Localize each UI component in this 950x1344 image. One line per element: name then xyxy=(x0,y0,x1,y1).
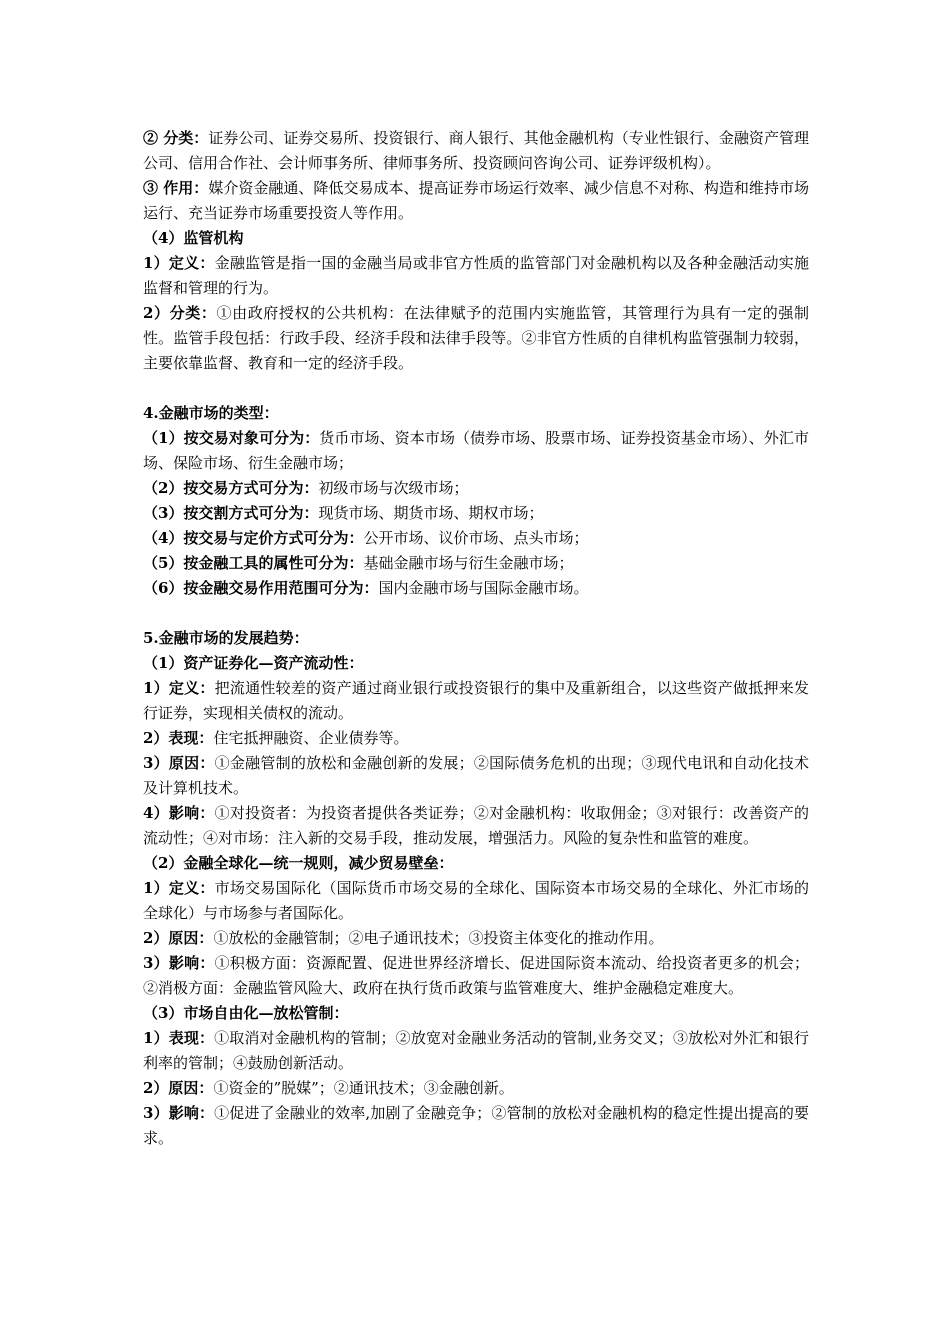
trend-heading: （2）金融全球化—统一规则，减少贸易壁垒： xyxy=(143,854,454,872)
market-type-text: 国内金融市场与国际金融市场。 xyxy=(378,579,589,597)
paragraph-regulator-definition xyxy=(143,251,809,301)
section-spacer xyxy=(143,376,809,401)
trend-point-label: 3）影响： xyxy=(143,1104,215,1122)
paragraph-function xyxy=(143,176,809,226)
trend-point-label: 1）定义： xyxy=(143,879,215,897)
regulator-definition-text: 金融监管是指一国的金融当局或非官方性质的监管部门对金融机构以及各种金融活动实施监督和管理的行为。 xyxy=(143,254,809,297)
market-type-label: （1）按交易对象可分为： xyxy=(143,429,320,447)
trend-point xyxy=(143,726,809,751)
trend-point xyxy=(143,951,809,1001)
trend-point-label: 1）定义： xyxy=(143,679,215,697)
regulator-classification-label: 2）分类： xyxy=(143,304,217,322)
trend-point xyxy=(143,676,809,726)
trend-point xyxy=(143,926,809,951)
trend-point-text: ①促进了金融业的效率,加剧了金融竞争；②管制的放松对金融机构的稳定性提出提高的要求。 xyxy=(143,1104,810,1147)
trend-point-text: 把流通性较差的资产通过商业银行或投资银行的集中及重新组合，以这些资产做抵押来发行证券，实现相关债权的流动。 xyxy=(143,679,809,722)
trend-point-label: 1）表现： xyxy=(143,1029,215,1047)
function-label: ③ 作用： xyxy=(143,179,209,197)
trend-point-text: ①放松的金融管制；②电子通讯技术；③投资主体变化的推动作用。 xyxy=(213,929,664,947)
market-type-label: （5）按金融工具的属性可分为： xyxy=(143,554,364,572)
trend-point-label: 2）原因： xyxy=(143,929,214,947)
trend-point-label: 2）表现： xyxy=(143,729,214,747)
trend-point-text: ①积极方面：资源配置、促进世界经济增长、促进国际资本流动、给投资者更多的机会；②消极方面：金融监管风险大、政府在执行货币政策与监管难度大、维护金融稳定难度大。 xyxy=(143,954,809,997)
trend-point-text: 市场交易国际化（国际货币市场交易的全球化、国际资本市场交易的全球化、外汇市场的全球化）与市场参与者国际化。 xyxy=(143,879,809,922)
trend-heading: （1）资产证券化—资产流动性： xyxy=(143,654,364,672)
market-type-label: （4）按交易与定价方式可分为： xyxy=(143,529,364,547)
section-spacer xyxy=(143,601,809,626)
classification-text: 证券公司、证券交易所、投资银行、商人银行、其他金融机构（专业性银行、金融资产管理公司、信用合作社、会计师事务所、律师事务所、投资顾问咨询公司、证券评级机构）。 xyxy=(143,129,809,172)
market-type-item xyxy=(143,501,809,526)
market-type-label: （6）按金融交易作用范围可分为： xyxy=(143,579,379,597)
market-type-label: （2）按交易方式可分为： xyxy=(143,479,319,497)
trend-heading: （3）市场自由化—放松管制： xyxy=(143,1004,349,1022)
trend-point xyxy=(143,751,809,801)
function-text: 媒介资金融通、降低交易成本、提高证券市场运行效率、减少信息不对称、构造和维持市场运行、充当证券市场重要投资人等作用。 xyxy=(143,179,809,222)
trend-point-text: ①金融管制的放松和金融创新的发展；②国际债务危机的出现；③现代电讯和自动化技术及计算机技术。 xyxy=(143,754,809,797)
trend-point-label: 4）影响： xyxy=(143,804,215,822)
market-type-text: 公开市场、议价市场、点头市场； xyxy=(363,529,589,547)
trend-point-text: 住宅抵押融资、企业债券等。 xyxy=(213,729,409,747)
market-type-item xyxy=(143,426,809,476)
market-type-text: 货币市场、资本市场（债券市场、股票市场、证券投资基金市场）、外汇市场、保险市场、衍生金融市场； xyxy=(143,429,809,472)
paragraph-regulator-classification xyxy=(143,301,809,376)
document-page xyxy=(143,126,809,1151)
trend-point xyxy=(143,1076,809,1101)
market-type-item xyxy=(143,476,809,501)
trend-point-text: ①对投资者：为投资者提供各类证券；②对金融机构：收取佣金；③对银行：改善资产的流动性；④对市场：注入新的交易手段，推动发展，增强活力。风险的复杂性和监管的难度。 xyxy=(143,804,809,847)
market-type-label: （3）按交割方式可分为： xyxy=(143,504,319,522)
market-type-item xyxy=(143,551,809,576)
paragraph-classification xyxy=(143,126,809,176)
trend-point-text: ①取消对金融机构的管制；②放宽对金融业务活动的管制,业务交叉；③放松对外汇和银行利率的管制；④鼓励创新活动。 xyxy=(143,1029,810,1072)
trend-point-label: 3）原因： xyxy=(143,754,215,772)
section4-heading: 4.金融市场的类型： xyxy=(143,404,279,422)
trend-point xyxy=(143,1026,809,1076)
regulator-heading: （4）监管机构 xyxy=(143,229,244,247)
market-type-item xyxy=(143,526,809,551)
market-type-text: 基础金融市场与衍生金融市场； xyxy=(363,554,574,572)
trend-point xyxy=(143,801,809,851)
classification-label: ② 分类： xyxy=(143,129,209,147)
trend-point xyxy=(143,1101,809,1151)
trend-point-label: 3）影响： xyxy=(143,954,215,972)
regulator-definition-label: 1）定义： xyxy=(143,254,215,272)
market-type-item xyxy=(143,576,809,601)
trend-point-text: ①资金的”脱媒”；②通讯技术；③金融创新。 xyxy=(213,1079,514,1097)
section5-heading: 5.金融市场的发展趋势： xyxy=(143,629,309,647)
market-type-text: 初级市场与次级市场； xyxy=(318,479,469,497)
market-type-text: 现货市场、期货市场、期权市场； xyxy=(318,504,544,522)
trend-point-label: 2）原因： xyxy=(143,1079,214,1097)
regulator-classification-text: ①由政府授权的公共机构：在法律赋予的范围内实施监管，其管理行为具有一定的强制性。监管手段包括：行政手段、经济手段和法律手段等。②非官方性质的自律机构监管强制力较弱，主要依靠监督、教育和一定的经济手段。 xyxy=(143,304,809,372)
trend-point xyxy=(143,876,809,926)
